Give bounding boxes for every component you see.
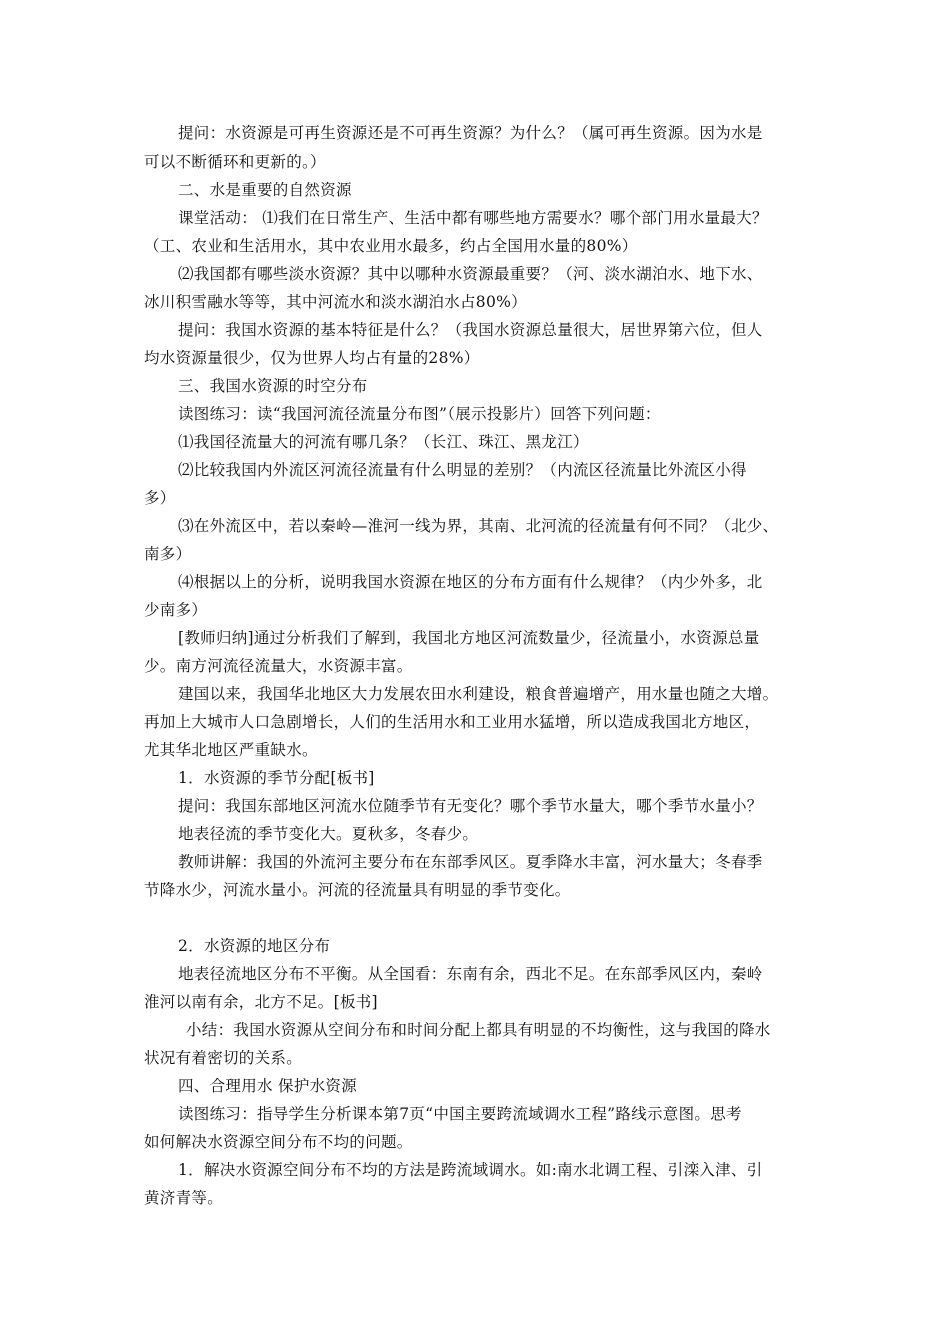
- section-heading: 二、水是重要的自然资源: [178, 181, 352, 199]
- paragraph-line: ⑶在外流区中，若以秦岭—淮河一线为界，其南、北河流的径流量有何不同？（北少、: [178, 517, 779, 535]
- paragraph-line: 南多）: [144, 545, 192, 563]
- paragraph-line: 提问：我国东部地区河流水位随季节有无变化？哪个季节水量大，哪个季节水量小？: [178, 797, 763, 815]
- paragraph-line: [教师归纳]通过分析我们了解到，我国北方地区河流数量少，径流量小，水资源总量: [178, 629, 760, 647]
- paragraph-line: 少南多）: [144, 601, 208, 619]
- paragraph-line: 读图练习：读“我国河流径流量分布图”（展示投影片）回答下列问题：: [178, 405, 661, 423]
- paragraph-line: 均水资源量很少，仅为世界人均占有量的28%）: [144, 349, 480, 367]
- paragraph-line: 节降水少，河流水量小。河流的径流量具有明显的季节变化。: [144, 881, 571, 899]
- paragraph-line: ⑵我国都有哪些淡水资源？其中以哪种水资源最重要？（河、淡水湖泊水、地下水、: [178, 265, 763, 283]
- paragraph-line: 地表径流的季节变化大。夏秋多，冬春少。: [178, 825, 479, 843]
- subsection-heading: 1．水资源的季节分配[板书]: [178, 769, 375, 787]
- paragraph-line: 建国以来，我国华北地区大力发展农田水利建设，粮食普遍增产，用水量也随之大增。: [178, 685, 779, 703]
- paragraph-line: 地表径流地区分布不平衡。从全国看：东南有余，西北不足。在东部季风区内，秦岭: [178, 965, 763, 983]
- paragraph-line: 状况有着密切的关系。: [144, 1049, 303, 1067]
- paragraph-line: 读图练习：指导学生分析课本第7页“中国主要跨流域调水工程”路线示意图。思考: [178, 1105, 742, 1123]
- paragraph-line: 1．解决水资源空间分布不均的方法是跨流域调水。如:南水北调工程、引滦入津、引: [178, 1161, 763, 1179]
- paragraph-line: 少。南方河流径流量大，水资源丰富。: [144, 657, 413, 675]
- section-heading: 三、我国水资源的时空分布: [178, 377, 368, 395]
- paragraph-line: 提问：水资源是可再生资源还是不可再生资源？为什么？（属可再生资源。因为水是: [178, 124, 763, 142]
- paragraph-line: 教师讲解：我国的外流河主要分布在东部季风区。夏季降水丰富，河水量大；冬春季: [178, 853, 763, 871]
- paragraph-line: ⑴我国径流量大的河流有哪几条？（长江、珠江、黑龙江）: [178, 433, 589, 451]
- paragraph-line: ⑵比较我国内外流区河流径流量有什么明显的差别？（内流区径流量比外流区小得: [178, 461, 747, 479]
- paragraph-line: 多）: [144, 489, 176, 507]
- paragraph-line: 小结：我国水资源从空间分布和时间分配上都具有明显的不均衡性，这与我国的降水: [186, 1021, 771, 1039]
- paragraph-line: 淮河以南有余，北方不足。[板书]: [144, 993, 378, 1011]
- paragraph-line: 课堂活动： ⑴我们在日常生产、生活中都有哪些地方需要水？哪个部门用水量最大？: [178, 209, 768, 227]
- paragraph-line: 如何解决水资源空间分布不均的问题。: [144, 1133, 413, 1151]
- section-heading: 四、合理用水 保护水资源: [178, 1077, 358, 1095]
- paragraph-line: 再加上大城市人口急剧增长，人们的生活用水和工业用水猛增，所以造成我国北方地区，: [144, 713, 761, 731]
- subsection-heading: 2．水资源的地区分布: [178, 937, 331, 955]
- paragraph-line: 黄济青等。: [144, 1189, 224, 1207]
- paragraph-line: 尤其华北地区严重缺水。: [144, 741, 318, 759]
- paragraph-line: 冰川积雪融水等等，其中河流水和淡水湖泊水占80%）: [144, 293, 527, 311]
- paragraph-line: 可以不断循环和更新的。）: [144, 153, 326, 171]
- paragraph-line: （工、农业和生活用水，其中农业用水最多，约占全国用水量的80%）: [144, 237, 638, 255]
- paragraph-line: 提问：我国水资源的基本特征是什么？（我国水资源总量很大，居世界第六位，但人: [178, 321, 763, 339]
- paragraph-line: ⑷根据以上的分析，说明我国水资源在地区的分布方面有什么规律？（内少外多，北: [178, 573, 763, 591]
